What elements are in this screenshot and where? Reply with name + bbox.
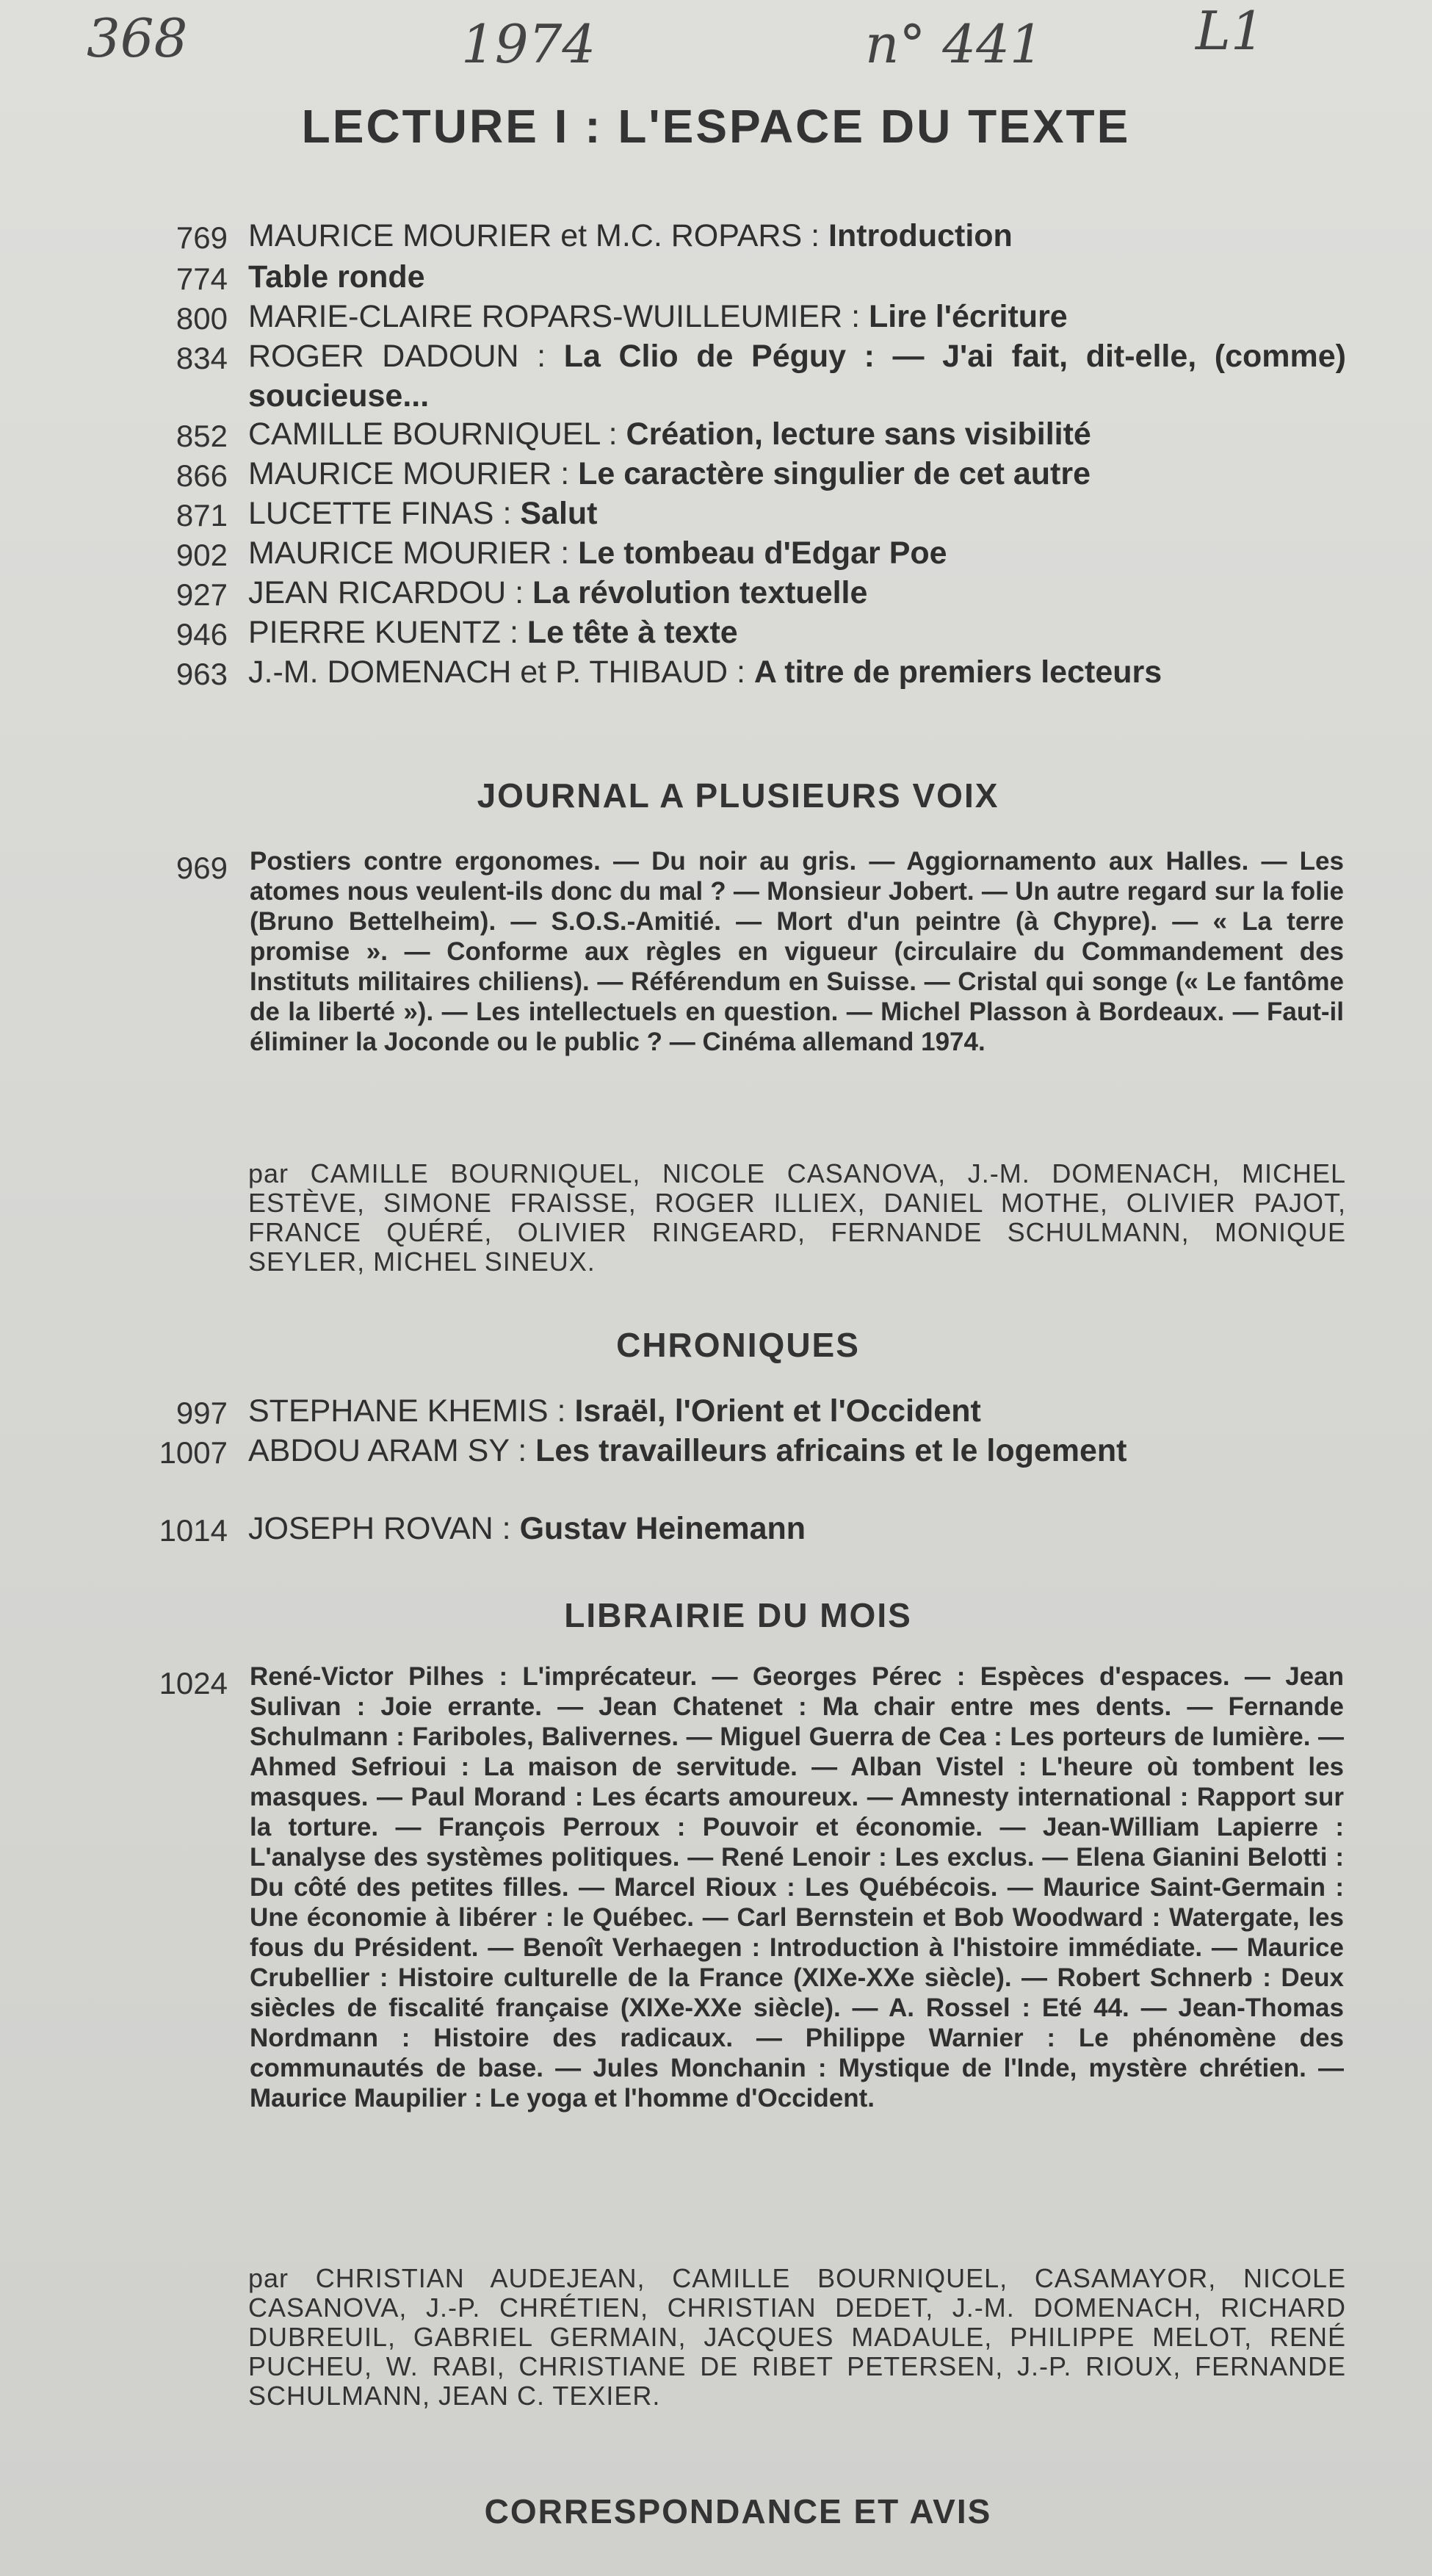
librairie-page-number: 1024 — [159, 1666, 228, 1700]
toc-author: LUCETTE FINAS — [248, 496, 494, 531]
toc-entry: MARIE-CLAIRE ROPARS-WUILLEUMIER : Lire l'écriture — [248, 299, 1068, 334]
toc-title: La révolution textuelle — [532, 575, 868, 610]
section-heading-journal: JOURNAL A PLUSIEURS VOIX — [477, 776, 999, 815]
chronique-title: Israël, l'Orient et l'Occident — [574, 1393, 981, 1429]
chronique-title: Les travailleurs africains et le logement — [535, 1433, 1127, 1468]
toc-page-number: 902 — [176, 538, 228, 572]
toc-author: ROGER DADOUN — [248, 339, 519, 374]
toc-page-number: 834 — [176, 341, 228, 375]
page-title: LECTURE I : L'ESPACE DU TEXTE — [301, 100, 1131, 153]
toc-page-number: 852 — [176, 419, 228, 453]
toc-author: J.-M. DOMENACH et P. THIBAUD — [248, 654, 728, 690]
section-heading-chroniques: CHRONIQUES — [616, 1326, 860, 1364]
toc-page-number: 946 — [176, 617, 228, 652]
toc-page-number: 866 — [176, 458, 228, 493]
toc-page-number: 774 — [176, 261, 228, 296]
toc-author: CAMILLE BOURNIQUEL — [248, 416, 600, 452]
handwritten-year: 1974 — [461, 13, 596, 75]
toc-entry: ROGER DADOUN : La Clio de Péguy : — J'ai fait, dit-elle, (comme) soucieuse... — [248, 339, 1347, 414]
toc-page-number: 927 — [176, 577, 228, 612]
chronique-entry: STEPHANE KHEMIS : Israël, l'Orient et l'Occident — [248, 1393, 981, 1429]
section-heading-librairie: LIBRAIRIE DU MOIS — [564, 1596, 912, 1634]
toc-page-number: 800 — [176, 301, 228, 336]
toc-author: MAURICE MOURIER — [248, 535, 552, 571]
toc-entry — [248, 257, 1346, 297]
toc-entry: MAURICE MOURIER : Le caractère singulier de cet autre — [248, 456, 1091, 491]
journal-byline: par CAMILLE BOURNIQUEL, NICOLE CASANOVA, J.-M. DOMENACH, MICHEL ESTÈVE, SIMONE FRAISSE, ROGER ILLIEX, DANIEL MOTHE, OLIVIER PAJOT, FRANCE QUÉRÉ, OLIVIER RINGEARD, FERNANDE SCHULMANN, MONIQUE SEYLER, MICHEL SINEUX. — [248, 1158, 1346, 1277]
toc-title: Création, lecture sans visibilité — [626, 416, 1091, 452]
toc-entry: LUCETTE FINAS : Salut — [248, 496, 598, 531]
toc-author: MAURICE MOURIER — [248, 456, 552, 491]
section-heading-correspondance: CORRESPONDANCE ET AVIS — [484, 2492, 992, 2530]
toc-entry: PIERRE KUENTZ : Le tête à texte — [248, 615, 738, 650]
chronique-page-number: 1007 — [159, 1435, 228, 1470]
toc-author: MAURICE MOURIER et M.C. ROPARS — [248, 218, 803, 253]
chronique-page-number: 1014 — [159, 1513, 228, 1548]
toc-title: Le tombeau d'Edgar Poe — [578, 535, 947, 571]
chronique-entry: JOSEPH ROVAN : Gustav Heinemann — [248, 1511, 806, 1546]
librairie-byline: par CHRISTIAN AUDEJEAN, CAMILLE BOURNIQUEL, CASAMAYOR, NICOLE CASANOVA, J.-P. CHRÉTIEN, CHRISTIAN DEDET, J.-M. DOMENACH, RICHARD DUBREUIL, GABRIEL GERMAIN, JACQUES MADAULE, PHILIPPE MELOT, RENÉ PUCHEU, W. RABI, CHRISTIANE DE RIBET PETERSEN, J.-P. RIOUX, FERNANDE SCHULMANN, JEAN C. TEXIER. — [248, 2263, 1346, 2411]
handwritten-number: 368 — [87, 7, 188, 69]
toc-title: Table ronde — [248, 259, 425, 295]
handwritten-mark: L1 — [1196, 0, 1265, 62]
toc-entry: JEAN RICARDOU : La révolution textuelle — [248, 575, 868, 610]
handwritten-issue: n° 441 — [865, 13, 1044, 75]
chronique-entry: ABDOU ARAM SY : Les travailleurs africains et le logement — [248, 1433, 1127, 1468]
toc-author: PIERRE KUENTZ — [248, 615, 502, 650]
toc-title: Le tête à texte — [527, 615, 738, 650]
chronique-author: JOSEPH ROVAN — [248, 1511, 493, 1546]
toc-title: Salut — [520, 496, 598, 531]
toc-title: La Clio de Péguy : — J'ai fait, dit-elle, (comme) soucieuse... — [248, 339, 1347, 414]
toc-page-number: 963 — [176, 657, 228, 691]
toc-page-number: 871 — [176, 498, 228, 533]
journal-text: Postiers contre ergonomes. — Du noir au gris. — Aggiornamento aux Halles. — Les atomes nous veulent-ils donc du mal ? — Monsieur Jobert. — Un autre regard sur la folie (Bruno Bettelheim). — S.O.S.-Amitié. — Mort d'un peintre (à Chypre). — « La terre promise ». — Conforme aux règles en vigueur (circulaire du Commandement des Instituts militaires chiliens). — Référendum en Suisse. — Cristal qui songe (« Le fantôme de la liberté »). — Les intellectuels en question. — Michel Plasson à Bordeaux. — Faut-il éliminer la Joconde ou le public ? — Cinéma allemand 1974. — [250, 847, 1344, 1056]
toc-title: A titre de premiers lecteurs — [753, 654, 1162, 690]
toc-entry: MAURICE MOURIER : Le tombeau d'Edgar Poe — [248, 535, 947, 571]
toc-page-number: 769 — [176, 220, 228, 255]
toc-title: Lire l'écriture — [869, 299, 1068, 334]
chronique-page-number: 997 — [176, 1396, 228, 1430]
journal-page-number: 969 — [176, 851, 228, 885]
toc-title: Introduction — [828, 218, 1013, 253]
toc-entry: MAURICE MOURIER et M.C. ROPARS : Introduction — [248, 218, 1013, 253]
toc-entry: CAMILLE BOURNIQUEL : Création, lecture sans visibilité — [248, 416, 1091, 452]
toc-author: JEAN RICARDOU — [248, 575, 507, 610]
chronique-author: ABDOU ARAM SY — [248, 1433, 510, 1468]
chronique-author: STEPHANE KHEMIS — [248, 1393, 549, 1429]
chronique-title: Gustav Heinemann — [519, 1511, 806, 1546]
toc-title: Le caractère singulier de cet autre — [578, 456, 1091, 491]
toc-author: MARIE-CLAIRE ROPARS-WUILLEUMIER — [248, 299, 843, 334]
librairie-text: René-Victor Pilhes : L'imprécateur. — Georges Pérec : Espèces d'espaces. — Jean Sulivan : Joie errante. — Jean Chatenet : Ma chair entre mes dents. — Fernande Schulmann : Fariboles, Balivernes. — Miguel Guerra de Cea : Les porteurs de lumière. — Ahmed Sefrioui : La maison de servitude. — Alban Vistel : L'heure où tombent les masques. — Paul Morand : Les écarts amoureux. — Amnesty international : Rapport sur la torture. — François Perroux : Pouvoir et économie. — Jean-William Lapierre : L'analyse des systèmes politiques. — René Lenoir : Les exclus. — Elena Gianini Belotti : Du côté des petites filles. — Marcel Rioux : Les Québécois. — Maurice Saint-Germain : Une économie à libérer : le Québec. — Carl Bernstein et Bob Woodward : Watergate, les fous du Président. — Benoît Verhaegen : Introduction à l'histoire immédiate. — Maurice Crubellier : Histoire culturelle de la France (XIXe-XXe siècle). — Robert Schnerb : Deux siècles de fiscalité française (XIXe-XXe siècle). — A. Rossel : Eté 44. — Jean-Thomas Nordmann : Histoire des radicaux. — Philippe Warnier : Le phénomène des communautés de base. — Jules Monchanin : Mystique de l'Inde, mystère chrétien. — Maurice Maupilier : Le yoga et l'homme d'Occident. — [250, 1662, 1344, 2113]
toc-entry: J.-M. DOMENACH et P. THIBAUD : A titre de premiers lecteurs — [248, 654, 1162, 690]
